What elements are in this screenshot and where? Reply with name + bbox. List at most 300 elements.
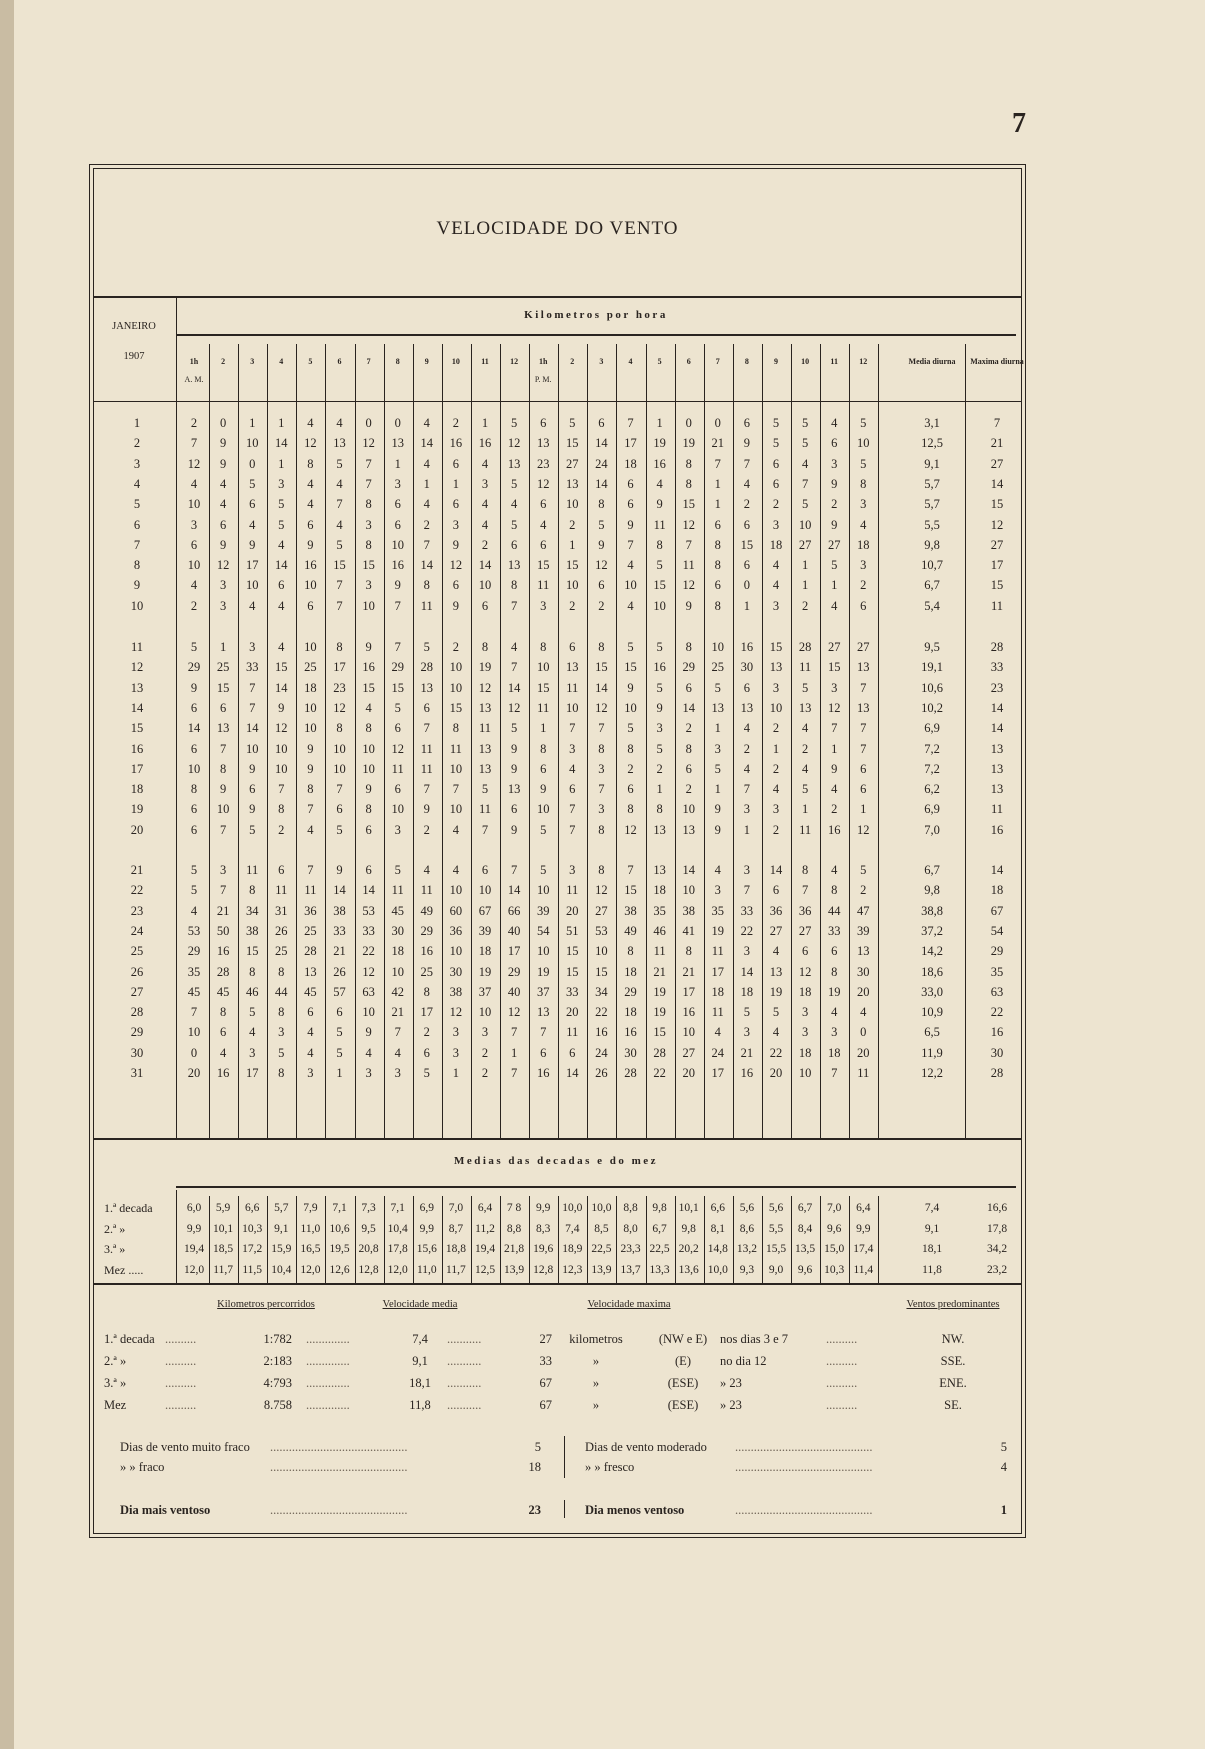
summary-max: 67 — [539, 1398, 552, 1412]
table-cell: 8 — [685, 640, 692, 654]
medias-cell: 9,9 — [419, 1222, 434, 1235]
table-cell: 6 — [394, 782, 401, 797]
table-cell: 14 — [566, 1066, 579, 1080]
table-cell: 2 — [743, 741, 751, 756]
table-cell: 13 — [536, 436, 550, 451]
table-cell: 6 — [249, 497, 256, 512]
table-cell: 28 — [653, 1045, 666, 1060]
table-cell-maxima: 29 — [990, 944, 1004, 959]
table-cell: 49 — [420, 903, 434, 918]
table-cell-maxima: 11 — [990, 598, 1004, 613]
table-cell: 3 — [452, 517, 460, 532]
stats-divider — [564, 1436, 565, 1478]
medias-cell: 10,3 — [242, 1222, 263, 1235]
table-cell: 10 — [449, 761, 463, 776]
table-cell: 13 — [769, 964, 783, 979]
table-cell: 6 — [394, 721, 401, 736]
table-cell: 8 — [860, 476, 867, 491]
table-row-day: 9 — [133, 578, 141, 593]
table-cell: 10 — [682, 802, 695, 817]
table-cell: 14 — [275, 436, 288, 451]
table-cell: 18 — [857, 537, 870, 552]
table-cell: 6 — [365, 863, 372, 877]
table-cell-media: 6,5 — [924, 1025, 940, 1040]
table-cell: 12 — [507, 436, 521, 451]
table-cell: 5 — [656, 680, 663, 695]
table-cell: 10 — [362, 761, 375, 776]
table-cell: 13 — [740, 700, 754, 715]
table-cell: 12 — [624, 822, 637, 837]
table-cell-media: 10,9 — [921, 1005, 943, 1020]
table-cell: 8 — [336, 721, 343, 736]
medias-cell: 6,7 — [652, 1222, 667, 1235]
table-cell: 3 — [365, 578, 372, 593]
medias-row-label: 3.ª » — [104, 1242, 126, 1256]
table-cell: 4 — [772, 558, 780, 573]
table-cell: 4 — [831, 782, 838, 797]
table-cell-maxima: 28 — [990, 1066, 1004, 1080]
table-row-day: 19 — [130, 802, 144, 817]
table-cell: 3 — [540, 598, 547, 613]
table-cell: 4 — [307, 1025, 314, 1040]
hour-column-rule — [820, 344, 821, 1138]
table-cell: 22 — [362, 944, 375, 959]
table-cell: 40 — [507, 923, 521, 938]
table-cell: 21 — [391, 1005, 404, 1020]
table-cell: 16 — [362, 660, 375, 675]
summary-direction: (ESE) — [667, 1398, 699, 1412]
medias-cell: 9,9 — [536, 1202, 551, 1214]
table-cell: 17 — [711, 1066, 725, 1080]
table-cell: 5 — [278, 1045, 285, 1060]
summary-km: 4:793 — [263, 1376, 292, 1390]
table-cell: 30 — [857, 964, 870, 979]
table-cell: 12 — [507, 1005, 521, 1020]
table-cell: 3 — [743, 944, 751, 959]
medias-cell: 12,5 — [474, 1263, 496, 1276]
medias-cell: 18,9 — [562, 1243, 583, 1255]
month-label: JANEIRO — [112, 321, 156, 332]
table-cell: 3 — [452, 1025, 460, 1040]
table-cell: 4 — [743, 476, 751, 491]
page-number: 7 — [1012, 108, 1026, 139]
table-cell: 3 — [656, 721, 663, 736]
table-cell: 26 — [275, 923, 288, 938]
table-cell: 5 — [249, 1005, 256, 1020]
medias-cell: 17,8 — [387, 1243, 408, 1255]
table-cell: 3 — [860, 558, 867, 573]
table-cell-maxima: 22 — [990, 1005, 1004, 1020]
table-row-day: 6 — [133, 517, 141, 532]
table-row-day: 8 — [133, 558, 141, 573]
table-cell: 7 — [569, 802, 576, 817]
table-cell: 11 — [537, 700, 550, 715]
table-cell: 15 — [827, 660, 841, 675]
table-cell-maxima: 63 — [990, 984, 1004, 999]
table-cell: 4 — [249, 598, 256, 613]
table-cell: 3 — [569, 741, 576, 756]
table-cell: 4 — [219, 497, 227, 512]
table-cell: 18 — [478, 944, 492, 959]
table-cell: 6 — [394, 517, 401, 532]
table-cell: 6 — [190, 822, 198, 837]
medias-cell: 8,0 — [623, 1222, 638, 1235]
table-cell: 9 — [452, 598, 460, 613]
table-cell: 12 — [449, 1005, 463, 1020]
medias-cell: 19,4 — [474, 1243, 496, 1255]
table-cell: 10 — [187, 1025, 201, 1040]
table-cell: 25 — [304, 660, 317, 675]
table-cell: 15 — [536, 558, 550, 573]
medias-cell: 9,9 — [186, 1222, 202, 1235]
table-cell: 11 — [653, 944, 666, 959]
table-cell: 5 — [510, 517, 518, 532]
table-cell: 7 — [394, 1025, 401, 1040]
table-cell: 21 — [682, 964, 695, 979]
table-cell: 14 — [275, 680, 288, 695]
medias-cell: 6,4 — [856, 1202, 871, 1214]
label-column-rule — [176, 296, 177, 1138]
table-cell: 27 — [798, 537, 812, 552]
table-cell: 9 — [743, 436, 751, 451]
table-cell: 7 — [365, 456, 372, 471]
table-cell: 18 — [769, 537, 783, 552]
table-row-day: 28 — [130, 1005, 144, 1020]
table-cell: 5 — [249, 476, 256, 491]
table-cell: 30 — [740, 660, 754, 675]
table-cell: 15 — [536, 680, 550, 695]
table-cell: 4 — [772, 578, 780, 593]
table-cell: 14 — [420, 558, 434, 573]
medias-cell: 8,4 — [797, 1222, 813, 1235]
medias-cell: 7,3 — [361, 1202, 376, 1214]
table-row-day: 31 — [130, 1066, 144, 1080]
table-cell: 17 — [333, 660, 346, 675]
table-cell: 38 — [449, 984, 463, 999]
table-cell: 19 — [653, 984, 666, 999]
table-cell: 9 — [627, 680, 634, 695]
summary-prevailing-wind: NW. — [941, 1332, 965, 1346]
table-cell: 5 — [249, 822, 256, 837]
table-cell: 19 — [827, 984, 841, 999]
table-cell: 13 — [857, 660, 870, 675]
table-cell: 10 — [304, 578, 317, 593]
table-cell: 27 — [682, 1045, 695, 1060]
table-cell: 8 — [685, 741, 692, 756]
table-cell: 6 — [190, 802, 198, 817]
table-cell: 11 — [566, 883, 579, 898]
table-cell: 26 — [595, 1066, 608, 1080]
table-cell: 8 — [540, 640, 547, 654]
table-cell: 10 — [187, 497, 201, 512]
table-cell: 8 — [510, 578, 518, 593]
table-cell: 0 — [394, 416, 401, 430]
medias-cell: 12,0 — [183, 1263, 205, 1276]
table-cell: 6 — [831, 436, 838, 451]
table-cell: 18 — [653, 883, 666, 898]
table-cell-media: 5,7 — [924, 497, 940, 512]
medias-cell: 16,5 — [300, 1243, 321, 1255]
table-cell: 4 — [714, 1025, 721, 1040]
dia-menos-ventoso-value: 1 — [1000, 1503, 1007, 1517]
table-cell: 15 — [449, 700, 463, 715]
table-cell: 5 — [860, 416, 867, 430]
medias-cell-media: 18,1 — [921, 1243, 943, 1255]
table-cell: 16 — [304, 558, 317, 573]
table-cell: 1 — [860, 802, 867, 817]
table-cell: 5 — [336, 1045, 343, 1060]
table-cell-maxima: 21 — [990, 436, 1004, 451]
table-cell: 4 — [219, 476, 227, 491]
table-cell: 12 — [595, 883, 608, 898]
table-cell: 3 — [801, 1025, 809, 1040]
table-cell: 24 — [595, 1045, 608, 1060]
hour-header: 9 — [424, 357, 429, 366]
table-cell: 8 — [714, 537, 721, 552]
table-cell: 3 — [278, 476, 285, 491]
table-cell: 5 — [714, 761, 721, 776]
table-cell: 2 — [772, 497, 780, 512]
table-cell: 30 — [391, 923, 404, 938]
table-cell: 3 — [219, 598, 227, 613]
medias-column-rule — [733, 1196, 734, 1283]
table-cell-media: 6,2 — [924, 782, 940, 797]
summary-unit: » — [592, 1376, 600, 1390]
dia-mais-ventoso-label: Dia mais ventoso — [120, 1503, 211, 1517]
leader-dots: ........... — [447, 1332, 482, 1346]
table-cell: 5 — [801, 436, 809, 451]
table-cell-media: 3,1 — [924, 416, 940, 430]
table-cell: 11 — [857, 1066, 870, 1080]
table-cell: 10 — [478, 883, 492, 898]
table-cell: 0 — [860, 1025, 867, 1040]
table-cell: 6 — [801, 944, 809, 959]
table-cell: 15 — [682, 497, 695, 512]
table-cell: 44 — [275, 984, 288, 999]
table-cell: 6 — [336, 802, 343, 817]
table-cell: 4 — [831, 1005, 838, 1020]
hour-column-rule — [791, 344, 792, 1138]
table-cell: 16 — [391, 558, 404, 573]
table-cell: 7 — [219, 822, 227, 837]
table-cell: 8 — [278, 802, 285, 817]
medias-row-label: 1.ª decada — [104, 1201, 153, 1215]
table-cell: 1 — [714, 782, 721, 797]
table-cell: 18 — [798, 1045, 812, 1060]
table-cell: 8 — [219, 1005, 227, 1020]
table-cell: 17 — [624, 436, 637, 451]
table-cell: 8 — [278, 964, 285, 979]
leader-dots: .......... — [165, 1398, 197, 1412]
hour-header: 7 — [715, 357, 720, 366]
table-cell: 1 — [423, 476, 430, 491]
table-cell: 9 — [336, 863, 343, 877]
table-cell: 9 — [714, 802, 721, 817]
table-cell: 10 — [536, 883, 550, 898]
table-cell: 6 — [307, 517, 314, 532]
medias-cell: 15,0 — [824, 1243, 845, 1255]
table-cell: 4 — [481, 456, 489, 471]
table-cell: 6 — [510, 537, 518, 552]
hour-column-rule — [384, 344, 385, 1138]
medias-cell: 12,8 — [358, 1263, 379, 1276]
leader-dots: .............. — [306, 1398, 350, 1412]
table-cell-maxima: 13 — [990, 761, 1004, 776]
table-cell: 19 — [536, 964, 550, 979]
table-cell: 11 — [420, 598, 433, 613]
table-cell-media: 14,2 — [921, 944, 943, 959]
table-cell: 49 — [624, 923, 637, 938]
table-cell: 7 — [510, 660, 518, 675]
table-cell: 21 — [740, 1045, 754, 1060]
table-cell: 33 — [740, 903, 754, 918]
table-cell: 11 — [566, 680, 579, 695]
table-cell: 6 — [772, 883, 780, 898]
table-cell: 0 — [743, 578, 751, 593]
table-cell: 5 — [656, 558, 663, 573]
table-cell: 1 — [219, 640, 227, 654]
table-cell: 3 — [831, 1025, 838, 1040]
table-cell: 10 — [478, 578, 492, 593]
medias-cell: 10,1 — [678, 1202, 699, 1214]
table-cell: 2 — [772, 822, 780, 837]
table-cell: 14 — [478, 558, 492, 573]
medias-cell: 19,4 — [183, 1243, 205, 1255]
table-cell: 8 — [249, 883, 256, 898]
table-cell: 8 — [190, 782, 198, 797]
table-cell: 17 — [711, 964, 725, 979]
table-cell: 6 — [423, 1045, 430, 1060]
medias-label-rule — [176, 1190, 177, 1283]
table-cell: 19 — [769, 984, 783, 999]
medias-cell: 11,0 — [416, 1263, 437, 1276]
medias-cell: 9,8 — [681, 1222, 696, 1235]
table-cell: 8 — [307, 782, 314, 797]
table-cell-media: 7,0 — [924, 822, 940, 837]
table-cell: 0 — [714, 416, 721, 430]
km-percorridos-header: Kilometros percorridos — [217, 1299, 315, 1310]
medias-cell: 6,6 — [245, 1202, 260, 1214]
medias-cell: 18,5 — [213, 1243, 234, 1255]
table-cell: 13 — [798, 700, 812, 715]
table-cell: 2 — [627, 761, 634, 776]
table-cell: 10 — [391, 537, 404, 552]
table-row-day: 2 — [133, 436, 141, 451]
title-bottom-rule — [93, 296, 1022, 298]
fraco-label: » » fraco — [120, 1460, 165, 1474]
leader-dots: ............................................ — [270, 1440, 408, 1454]
table-cell: 13 — [216, 721, 230, 736]
table-cell: 10 — [449, 944, 463, 959]
table-cell-media: 10,2 — [921, 700, 943, 715]
table-cell: 8 — [365, 497, 372, 512]
table-cell: 4 — [452, 822, 460, 837]
medias-cell: 8,7 — [448, 1222, 464, 1235]
table-cell: 13 — [333, 436, 346, 451]
table-cell: 9 — [627, 517, 634, 532]
table-cell: 45 — [187, 984, 201, 999]
medias-column-rule — [529, 1196, 530, 1283]
leader-dots: .......... — [826, 1398, 858, 1412]
medias-column-rule — [849, 1196, 850, 1283]
table-cell: 9 — [219, 782, 227, 797]
table-cell: 15 — [362, 680, 375, 695]
table-cell: 4 — [307, 1045, 314, 1060]
hour-column-rule — [296, 344, 297, 1138]
hour-header: 9 — [774, 357, 778, 366]
table-cell: 11 — [391, 883, 404, 898]
km-per-hour-label: Kilometros por hora — [524, 309, 668, 321]
table-cell: 10 — [245, 436, 259, 451]
hour-column-rule — [267, 344, 268, 1138]
table-cell: 25 — [420, 964, 434, 979]
table-cell-media: 10,7 — [921, 558, 943, 573]
table-cell: 7 — [249, 680, 256, 695]
medias-column-rule — [646, 1196, 647, 1283]
summary-days: no dia 12 — [720, 1354, 767, 1368]
table-cell: 37 — [536, 984, 550, 999]
medias-cell: 13,2 — [736, 1243, 757, 1255]
table-cell: 7 — [860, 741, 867, 756]
summary-km: 2:183 — [263, 1354, 292, 1368]
table-cell: 6 — [860, 598, 867, 613]
table-row-day: 25 — [130, 944, 144, 959]
table-cell: 9 — [656, 700, 663, 715]
hour-header: 12 — [510, 357, 519, 366]
table-cell: 15 — [653, 1025, 666, 1040]
table-cell: 12 — [507, 700, 521, 715]
hour-header: 2 — [570, 357, 575, 366]
leader-dots: ............................................ — [735, 1503, 873, 1517]
table-cell-maxima: 16 — [990, 822, 1004, 837]
table-cell: 6 — [743, 680, 751, 695]
table-cell: 66 — [507, 903, 521, 918]
table-cell: 4 — [249, 1025, 256, 1040]
table-cell: 29 — [682, 660, 695, 675]
table-cell: 40 — [507, 984, 521, 999]
table-cell: 10 — [362, 741, 375, 756]
medias-cell: 11,7 — [446, 1263, 466, 1276]
table-row-day: 15 — [130, 721, 144, 736]
medias-cell: 5,6 — [768, 1202, 784, 1214]
table-cell: 11 — [478, 721, 492, 736]
table-cell: 3 — [219, 863, 227, 877]
table-cell: 10 — [769, 700, 783, 715]
summary-direction: (E) — [675, 1354, 691, 1368]
table-cell: 6 — [540, 761, 547, 776]
table-cell: 5 — [423, 640, 430, 654]
medias-cell: 8,8 — [623, 1202, 638, 1214]
medias-cell: 9,3 — [739, 1263, 755, 1276]
table-cell: 16 — [595, 1025, 608, 1040]
table-cell: 3 — [278, 1025, 285, 1040]
table-cell: 9 — [831, 761, 838, 776]
table-cell-media: 11,9 — [921, 1045, 943, 1060]
table-cell: 6 — [452, 456, 460, 471]
table-cell-maxima: 11 — [990, 802, 1004, 817]
km-header-rule — [176, 334, 1016, 336]
medias-column-rule — [704, 1196, 705, 1283]
table-cell: 4 — [860, 517, 867, 532]
table-cell: 16 — [740, 1066, 754, 1080]
medias-cell: 10,1 — [213, 1222, 234, 1235]
table-cell: 2 — [831, 802, 838, 817]
table-cell-maxima: 67 — [990, 903, 1004, 918]
table-cell: 9 — [452, 537, 460, 552]
table-cell-media: 33,0 — [921, 984, 943, 999]
table-cell: 34 — [595, 984, 608, 999]
medias-cell: 9,0 — [768, 1263, 784, 1276]
